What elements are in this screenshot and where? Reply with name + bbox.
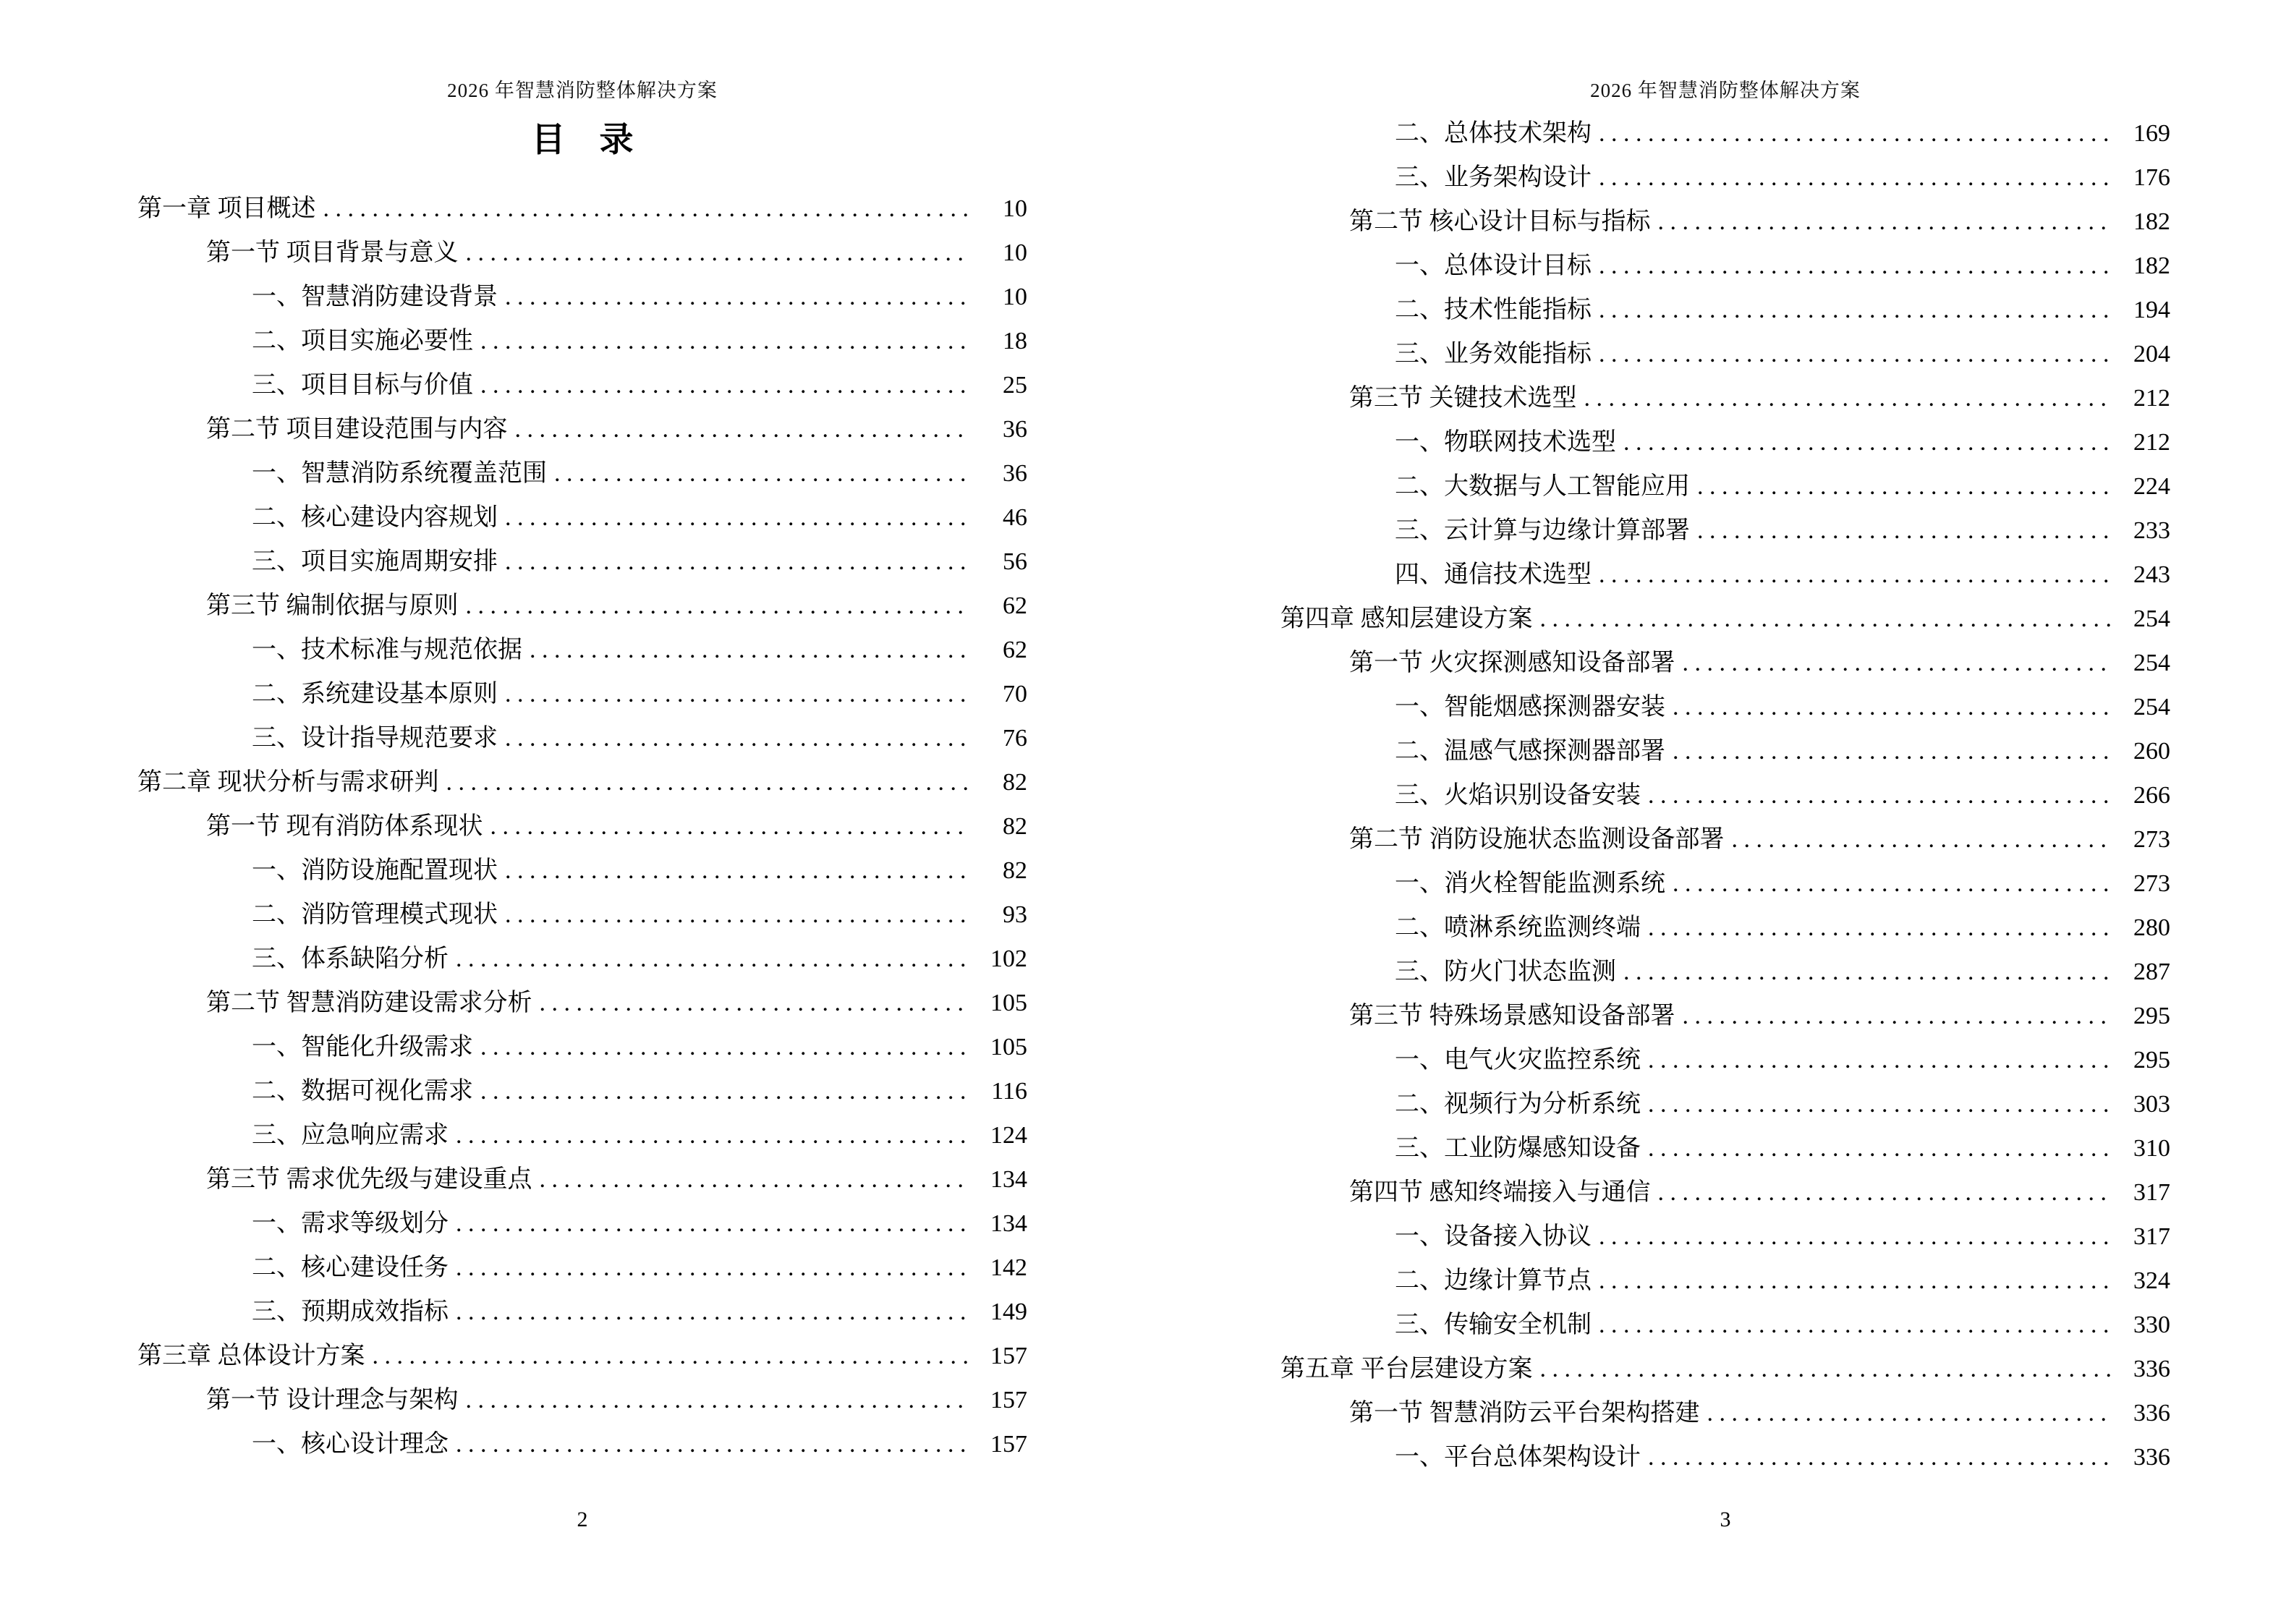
toc-entry [1280, 464, 2170, 509]
toc-entry [1280, 1391, 2170, 1435]
dot-leader [505, 716, 971, 760]
toc-entry-label: 一、智慧消防建设背景 [252, 284, 498, 310]
toc-entry-page: 212 [2133, 385, 2170, 412]
dot-leader [1540, 1347, 2115, 1391]
dot-leader [1673, 729, 2114, 773]
toc-entry-label: 第二节 项目建设范围与内容 [206, 416, 508, 443]
toc-entry-page: 134 [990, 1210, 1027, 1237]
toc-entry-label: 二、数据可视化需求 [252, 1078, 473, 1105]
toc-entry [1280, 1259, 2170, 1303]
toc-entry-page: 336 [2133, 1444, 2170, 1471]
dot-leader [505, 275, 971, 319]
toc-entry-label: 第一节 项目背景与意义 [206, 239, 459, 266]
toc-entry [137, 760, 1027, 804]
toc-entry-page: 295 [2133, 1047, 2170, 1074]
toc-entry-label: 一、智慧消防系统覆盖范围 [252, 460, 547, 487]
toc-entry-label: 一、智能烟感探测器安装 [1395, 694, 1665, 720]
dot-leader [490, 804, 972, 849]
toc-entry-label: 第三节 编制依据与原则 [206, 592, 459, 619]
toc-entry-page: 266 [2133, 782, 2170, 809]
toc-entry-page: 212 [2133, 429, 2170, 456]
toc-entry-label: 第二节 消防设施状态监测设备部署 [1349, 826, 1725, 853]
toc-entry-page: 36 [1003, 416, 1027, 443]
toc-entry-label: 一、总体设计目标 [1395, 252, 1592, 279]
toc-entry-label: 第四节 感知终端接入与通信 [1349, 1179, 1651, 1206]
toc-entry-label: 三、设计指导规范要求 [252, 725, 498, 752]
dot-leader [1658, 1170, 2115, 1215]
dot-leader [540, 1157, 972, 1202]
toc-entry-label: 第一节 智慧消防云平台架构搭建 [1349, 1400, 1700, 1427]
dot-leader [456, 1290, 971, 1334]
dot-leader [1683, 994, 2115, 1038]
toc-entry-page: 82 [1003, 813, 1027, 840]
dot-leader [1648, 1435, 2114, 1479]
toc-entry-label: 三、防火门状态监测 [1395, 958, 1616, 985]
toc-entry-page: 105 [990, 1034, 1027, 1060]
toc-entry-page: 182 [2133, 208, 2170, 235]
dot-leader [1623, 420, 2114, 464]
dot-leader [480, 1025, 971, 1069]
toc-entry-label: 一、需求等级划分 [252, 1210, 449, 1237]
toc-entry [1280, 597, 2170, 641]
toc-entry-label: 二、消防管理模式现状 [252, 901, 498, 928]
toc-entry [137, 1025, 1027, 1069]
toc-entry-label: 第一节 现有消防体系现状 [206, 813, 483, 840]
dot-leader [1658, 200, 2115, 244]
toc-entry-label: 第二章 现状分析与需求研判 [137, 769, 439, 796]
dot-leader [515, 407, 972, 451]
toc-entry [1280, 1126, 2170, 1170]
dot-leader [1648, 906, 2114, 950]
toc-entry [137, 1069, 1027, 1113]
dot-leader [1599, 156, 2114, 200]
document-header: 2026 年智慧消防整体解决方案 [447, 80, 718, 101]
toc-entry-label: 第一节 火灾探测感知设备部署 [1349, 650, 1675, 676]
toc-entry [137, 496, 1027, 540]
toc-entry-label: 一、消火栓智能监测系统 [1395, 870, 1665, 897]
toc-entry-page: 76 [1003, 725, 1027, 752]
toc-entry [137, 231, 1027, 275]
toc-entry [1280, 685, 2170, 729]
toc-entry-page: 62 [1003, 592, 1027, 619]
dot-leader [1623, 950, 2114, 994]
toc-entry-label: 二、核心建设内容规划 [252, 504, 498, 531]
dot-leader [1673, 685, 2114, 729]
toc-entry-label: 三、项目实施周期安排 [252, 548, 498, 575]
toc-entry-label: 三、预期成效指标 [252, 1298, 449, 1325]
toc-entry [1280, 553, 2170, 597]
page-number: 2 [577, 1508, 588, 1531]
dot-leader [1707, 1391, 2115, 1435]
toc-entry-page: 62 [1003, 637, 1027, 663]
dot-leader [1599, 111, 2114, 156]
toc-entry [137, 893, 1027, 937]
toc-entry-page: 317 [2133, 1179, 2170, 1206]
toc-entry-page: 25 [1003, 372, 1027, 399]
toc-entry-page: 287 [2133, 958, 2170, 985]
toc-entry-label: 第二节 核心设计目标与指标 [1349, 208, 1651, 235]
toc-entry [1280, 1038, 2170, 1082]
toc-entry-page: 157 [990, 1387, 1027, 1413]
toc-entry-page: 330 [2133, 1311, 2170, 1338]
toc-entry-page: 124 [990, 1122, 1027, 1149]
toc-entry [137, 1202, 1027, 1246]
dot-leader [456, 937, 971, 981]
dot-leader [1599, 553, 2114, 597]
dot-leader [1599, 1259, 2114, 1303]
toc-entry-label: 一、核心设计理念 [252, 1431, 449, 1458]
toc-entry-page: 46 [1003, 504, 1027, 531]
toc-entry [1280, 729, 2170, 773]
toc-entry-page: 56 [1003, 548, 1027, 575]
toc-entry-page: 116 [991, 1078, 1027, 1105]
dot-leader [1540, 597, 2115, 641]
toc-entry-label: 二、边缘计算节点 [1395, 1267, 1592, 1294]
dot-leader [505, 893, 971, 937]
dot-leader [446, 760, 972, 804]
dot-leader [1648, 1082, 2114, 1126]
dot-leader [1697, 464, 2114, 509]
toc-entry-page: 260 [2133, 738, 2170, 765]
toc-entry-list-right [1280, 111, 2170, 1479]
toc-entry [137, 1246, 1027, 1290]
toc-entry-page: 273 [2133, 870, 2170, 897]
toc-entry-label: 四、通信技术选型 [1395, 561, 1592, 588]
toc-entry [137, 584, 1027, 628]
toc-entry-label: 二、系统建设基本原则 [252, 681, 498, 707]
toc-entry [137, 1422, 1027, 1466]
toc-entry-page: 10 [1003, 239, 1027, 266]
toc-entry-label: 三、业务效能指标 [1395, 341, 1592, 367]
dot-leader [505, 672, 971, 716]
dot-leader [1599, 288, 2114, 332]
toc-entry [1280, 906, 2170, 950]
page-number: 3 [1720, 1508, 1731, 1531]
toc-entry-label: 一、消防设施配置现状 [252, 857, 498, 884]
toc-entry [1280, 950, 2170, 994]
dot-leader [505, 540, 971, 584]
toc-entry-label: 三、传输安全机制 [1395, 1311, 1592, 1338]
dot-leader [480, 363, 971, 407]
toc-entry [1280, 1215, 2170, 1259]
dot-leader [1584, 376, 2115, 420]
toc-entry-page: 295 [2133, 1003, 2170, 1029]
toc-entry [1280, 1435, 2170, 1479]
toc-entry [137, 849, 1027, 893]
dot-leader [1732, 817, 2115, 862]
toc-entry [137, 540, 1027, 584]
toc-entry-label: 三、项目目标与价值 [252, 372, 473, 399]
toc-entry-label: 三、火焰识别设备安装 [1395, 782, 1641, 809]
toc-entry-page: 149 [990, 1298, 1027, 1325]
toc-entry [137, 407, 1027, 451]
toc-entry-page: 182 [2133, 252, 2170, 279]
toc-entry-label: 第五章 平台层建设方案 [1280, 1356, 1533, 1382]
toc-entry-page: 82 [1003, 769, 1027, 796]
dot-leader [505, 496, 971, 540]
dot-leader [1648, 1038, 2114, 1082]
toc-entry-page: 157 [990, 1431, 1027, 1458]
toc-entry [1280, 156, 2170, 200]
toc-entry [137, 1378, 1027, 1422]
toc-entry-page: 233 [2133, 517, 2170, 544]
toc-entry [1280, 994, 2170, 1038]
dot-leader [505, 849, 971, 893]
toc-entry-page: 254 [2133, 605, 2170, 632]
toc-entry-label: 二、喷淋系统监测终端 [1395, 914, 1641, 941]
toc-entry-page: 93 [1003, 901, 1027, 928]
dot-leader [1648, 773, 2114, 817]
toc-entry-page: 157 [990, 1343, 1027, 1369]
toc-entry-page: 243 [2133, 561, 2170, 588]
toc-entry [1280, 817, 2170, 862]
dot-leader [466, 584, 972, 628]
toc-entry [1280, 1303, 2170, 1347]
toc-entry [1280, 332, 2170, 376]
dot-leader [1697, 509, 2114, 553]
dot-leader [480, 319, 971, 363]
toc-entry-page: 310 [2133, 1135, 2170, 1162]
toc-entry-label: 二、核心建设任务 [252, 1254, 449, 1281]
toc-entry-page: 169 [2133, 120, 2170, 147]
toc-entry [1280, 376, 2170, 420]
toc-entry-page: 10 [1003, 195, 1027, 222]
toc-entry-label: 一、智能化升级需求 [252, 1034, 473, 1060]
toc-entry [137, 1290, 1027, 1334]
toc-entry-page: 82 [1003, 857, 1027, 884]
toc-entry [1280, 862, 2170, 906]
toc-entry [137, 628, 1027, 672]
toc-entry-label: 三、业务架构设计 [1395, 164, 1592, 191]
dot-leader [480, 1069, 971, 1113]
dot-leader [1599, 332, 2114, 376]
toc-entry-label: 一、设备接入协议 [1395, 1223, 1592, 1250]
toc-entry [1280, 641, 2170, 685]
toc-entry-page: 324 [2133, 1267, 2170, 1294]
toc-entry-page: 254 [2133, 694, 2170, 720]
toc-entry-label: 三、云计算与边缘计算部署 [1395, 517, 1690, 544]
toc-entry-label: 二、技术性能指标 [1395, 297, 1592, 323]
toc-entry-page: 194 [2133, 297, 2170, 323]
toc-entry-page: 18 [1003, 328, 1027, 354]
toc-entry [137, 319, 1027, 363]
toc-entry-page: 254 [2133, 650, 2170, 676]
toc-entry-page: 134 [990, 1166, 1027, 1193]
toc-entry [137, 804, 1027, 849]
toc-entry-label: 第一节 设计理念与架构 [206, 1387, 459, 1413]
toc-entry-label: 三、工业防爆感知设备 [1395, 1135, 1641, 1162]
toc-entry-list-left [137, 187, 1027, 1466]
toc-entry-label: 一、平台总体架构设计 [1395, 1444, 1641, 1471]
toc-entry-page: 273 [2133, 826, 2170, 853]
toc-entry [1280, 773, 2170, 817]
toc-entry [137, 716, 1027, 760]
toc-entry-page: 176 [2133, 164, 2170, 191]
dot-leader [323, 187, 972, 231]
toc-title: 目 录 [531, 122, 634, 159]
toc-entry-page: 10 [1003, 284, 1027, 310]
dot-leader [456, 1113, 971, 1157]
toc-entry-page: 317 [2133, 1223, 2170, 1250]
toc-entry-page: 336 [2133, 1356, 2170, 1382]
toc-entry-label: 第二节 智慧消防建设需求分析 [206, 990, 532, 1016]
toc-entry-label: 第三节 特殊场景感知设备部署 [1349, 1003, 1675, 1029]
toc-entry-page: 105 [990, 990, 1027, 1016]
toc-entry-label: 三、应急响应需求 [252, 1122, 449, 1149]
dot-leader [1683, 641, 2115, 685]
dot-leader [1648, 1126, 2114, 1170]
dot-leader [540, 981, 972, 1025]
toc-entry-label: 一、物联网技术选型 [1395, 429, 1616, 456]
dot-leader [466, 231, 972, 275]
toc-entry-page: 204 [2133, 341, 2170, 367]
toc-entry [137, 937, 1027, 981]
dot-leader [554, 451, 971, 496]
toc-entry [137, 363, 1027, 407]
dot-leader [466, 1378, 972, 1422]
toc-entry-page: 224 [2133, 473, 2170, 500]
dot-leader [1599, 1303, 2114, 1347]
toc-entry-label: 二、视频行为分析系统 [1395, 1091, 1641, 1118]
toc-entry-label: 一、电气火灾监控系统 [1395, 1047, 1641, 1074]
toc-entry [137, 451, 1027, 496]
toc-entry-label: 第一章 项目概述 [137, 195, 316, 222]
toc-entry [1280, 288, 2170, 332]
dot-leader [456, 1202, 971, 1246]
toc-entry-page: 336 [2133, 1400, 2170, 1427]
dot-leader [456, 1246, 971, 1290]
toc-entry-page: 102 [990, 945, 1027, 972]
toc-entry-label: 二、大数据与人工智能应用 [1395, 473, 1690, 500]
dot-leader [1599, 244, 2114, 288]
toc-entry-page: 70 [1003, 681, 1027, 707]
dot-leader [530, 628, 971, 672]
toc-entry-page: 303 [2133, 1091, 2170, 1118]
toc-entry [137, 672, 1027, 716]
toc-page-right [1143, 0, 2286, 1624]
toc-entry [1280, 244, 2170, 288]
toc-entry-label: 第四章 感知层建设方案 [1280, 605, 1533, 632]
toc-entry-label: 一、技术标准与规范依据 [252, 637, 522, 663]
toc-entry [1280, 200, 2170, 244]
toc-entry-label: 第三节 关键技术选型 [1349, 385, 1577, 412]
document-header: 2026 年智慧消防整体解决方案 [1590, 80, 1861, 101]
toc-entry-label: 第三节 需求优先级与建设重点 [206, 1166, 532, 1193]
toc-entry-label: 二、项目实施必要性 [252, 328, 473, 354]
dot-leader [373, 1334, 972, 1378]
toc-entry [1280, 1082, 2170, 1126]
toc-entry-label: 二、温感气感探测器部署 [1395, 738, 1665, 765]
toc-entry [1280, 420, 2170, 464]
toc-entry [1280, 111, 2170, 156]
toc-entry-label: 三、体系缺陷分析 [252, 945, 449, 972]
toc-entry [1280, 509, 2170, 553]
toc-entry [137, 1334, 1027, 1378]
toc-entry [137, 275, 1027, 319]
toc-entry [1280, 1170, 2170, 1215]
toc-entry-page: 280 [2133, 914, 2170, 941]
toc-entry [137, 1113, 1027, 1157]
dot-leader [456, 1422, 971, 1466]
toc-entry [1280, 1347, 2170, 1391]
toc-entry [137, 187, 1027, 231]
toc-entry-page: 36 [1003, 460, 1027, 487]
toc-entry-page: 142 [990, 1254, 1027, 1281]
toc-entry [137, 981, 1027, 1025]
dot-leader [1673, 862, 2114, 906]
toc-entry [137, 1157, 1027, 1202]
dot-leader [1599, 1215, 2114, 1259]
toc-entry-label: 二、总体技术架构 [1395, 120, 1592, 147]
toc-entry-label: 第三章 总体设计方案 [137, 1343, 365, 1369]
